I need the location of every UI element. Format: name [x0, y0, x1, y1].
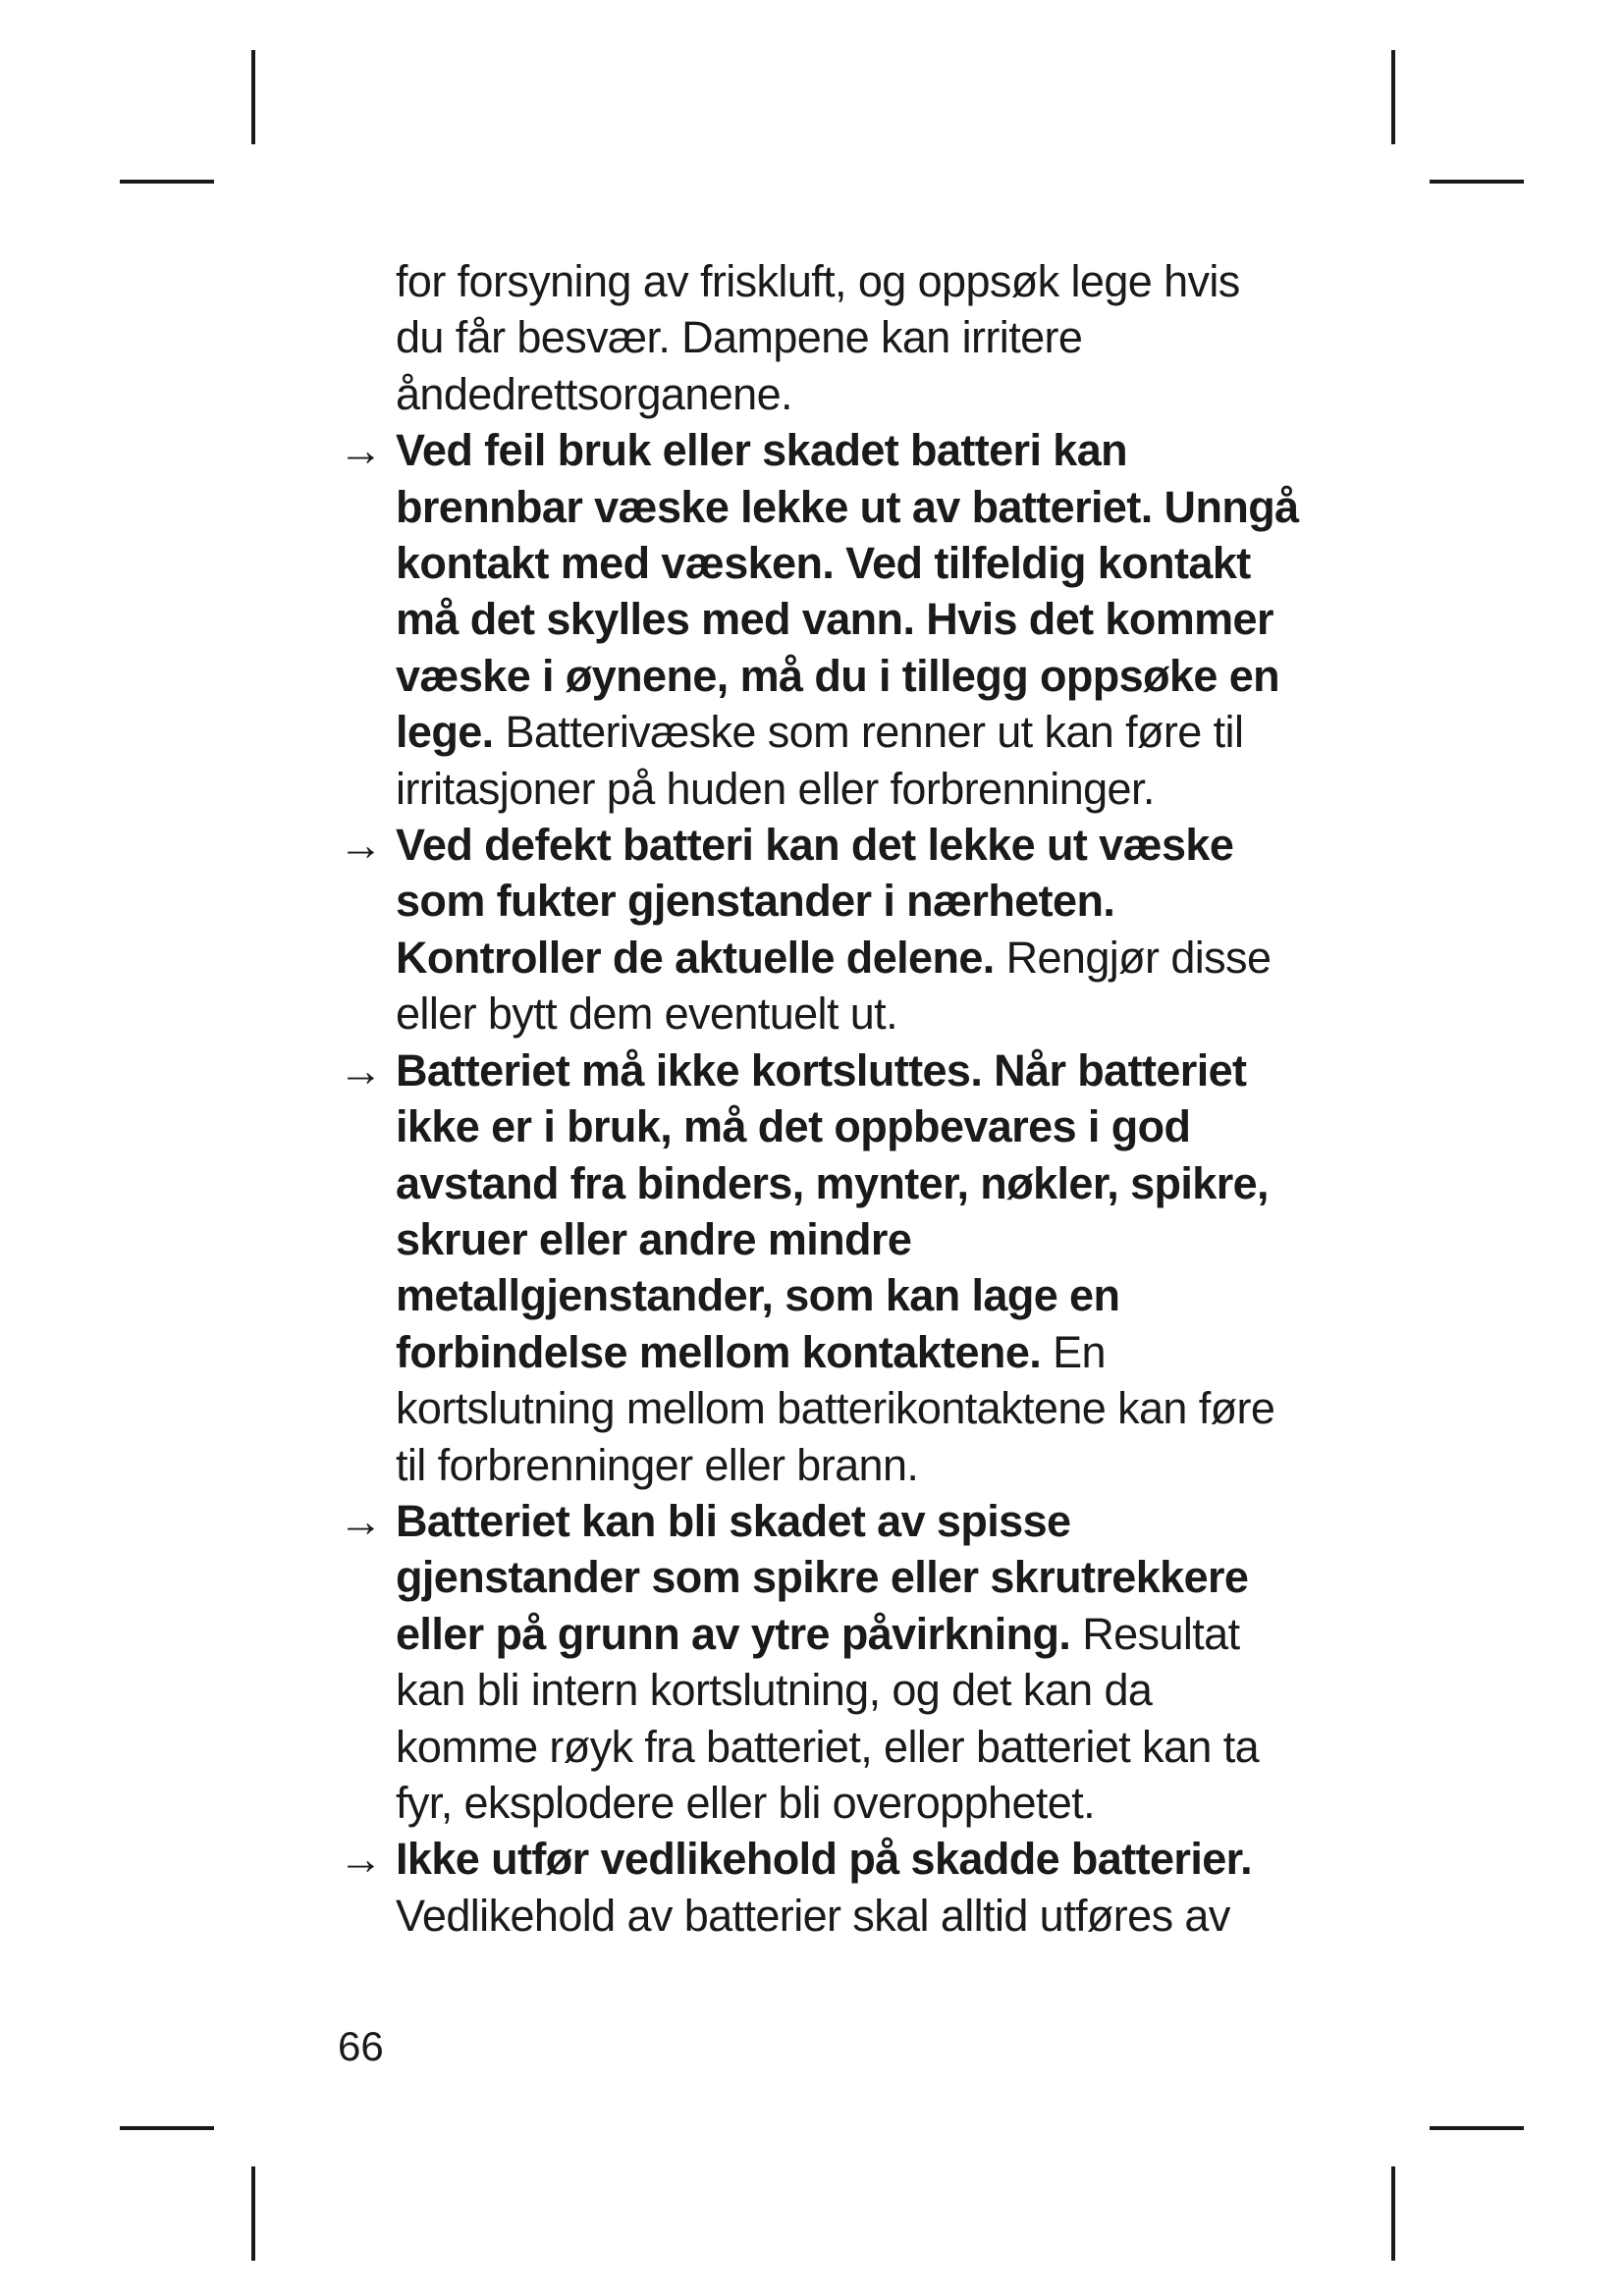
intro-paragraph: for forsyning av friskluft, og oppsøk lege hvis du får besvær. Dampene kan irritere åndedrettsorganene.: [396, 256, 1240, 419]
bullet-bold-text: Ikke utfør vedlikehold på skadde batterier.: [396, 1834, 1253, 1885]
safety-text: [396, 253, 1299, 1944]
bullet-item: [396, 1493, 1299, 1831]
bullet-text: Resultat kan bli intern kortslutning, og det kan da komme røyk fra batteriet, eller batteriet kan ta fyr, eksplodere eller bli overopphetet.: [396, 1608, 1260, 1828]
page-number: 66: [338, 2023, 384, 2069]
bullet-text: Vedlikehold av batterier skal alltid utføres av: [396, 1890, 1230, 1941]
crop-mark: [1430, 2126, 1524, 2130]
bullet-bold-text: Ved defekt batteri kan det lekke ut væske som fukter gjenstander i nærheten. Kontroller de aktuelle delene.: [396, 820, 1234, 983]
crop-mark: [120, 180, 214, 184]
bullet-item: [396, 817, 1299, 1042]
crop-mark: [1391, 50, 1395, 144]
crop-mark: [120, 2126, 214, 2130]
crop-mark: [251, 50, 255, 144]
bullet-bold-text: Batteriet må ikke kortsluttes. Når batteriet ikke er i bruk, må det oppbevares i god avstand fra binders, mynter, nøkler, spikre, skruer eller andre mindre metallgjenstander, som kan lage en forbindelse mellom kontaktene.: [396, 1044, 1269, 1377]
crop-mark: [1430, 180, 1524, 184]
bullet-text: Rengjør disse eller bytt dem eventuelt ut.: [396, 932, 1272, 1040]
bullet-item: [396, 1042, 1299, 1493]
bullet-bold-text: Ved feil bruk eller skadet batteri kan brennbar væske lekke ut av batteriet. Unngå kontakt med væsken. Ved tilfeldig kontakt må det skylles med vann. Hvis det kommer væske i øynene, må du i tillegg oppsøke en lege.: [396, 425, 1299, 758]
crop-mark: [1391, 2166, 1395, 2261]
bullet-text: En kortslutning mellom batterikontaktene kan føre til forbrenninger eller brann.: [396, 1326, 1275, 1490]
bullet-bold-text: Batteriet kan bli skadet av spisse gjenstander som spikre eller skrutrekkere eller på grunn av ytre påvirkning.: [396, 1495, 1249, 1659]
bullet-item: [396, 422, 1299, 817]
crop-mark: [251, 2166, 255, 2261]
bullet-text: Batterivæske som renner ut kan føre til irritasjoner på huden eller forbrenninger.: [396, 707, 1244, 814]
bullet-item: [396, 1831, 1299, 1944]
